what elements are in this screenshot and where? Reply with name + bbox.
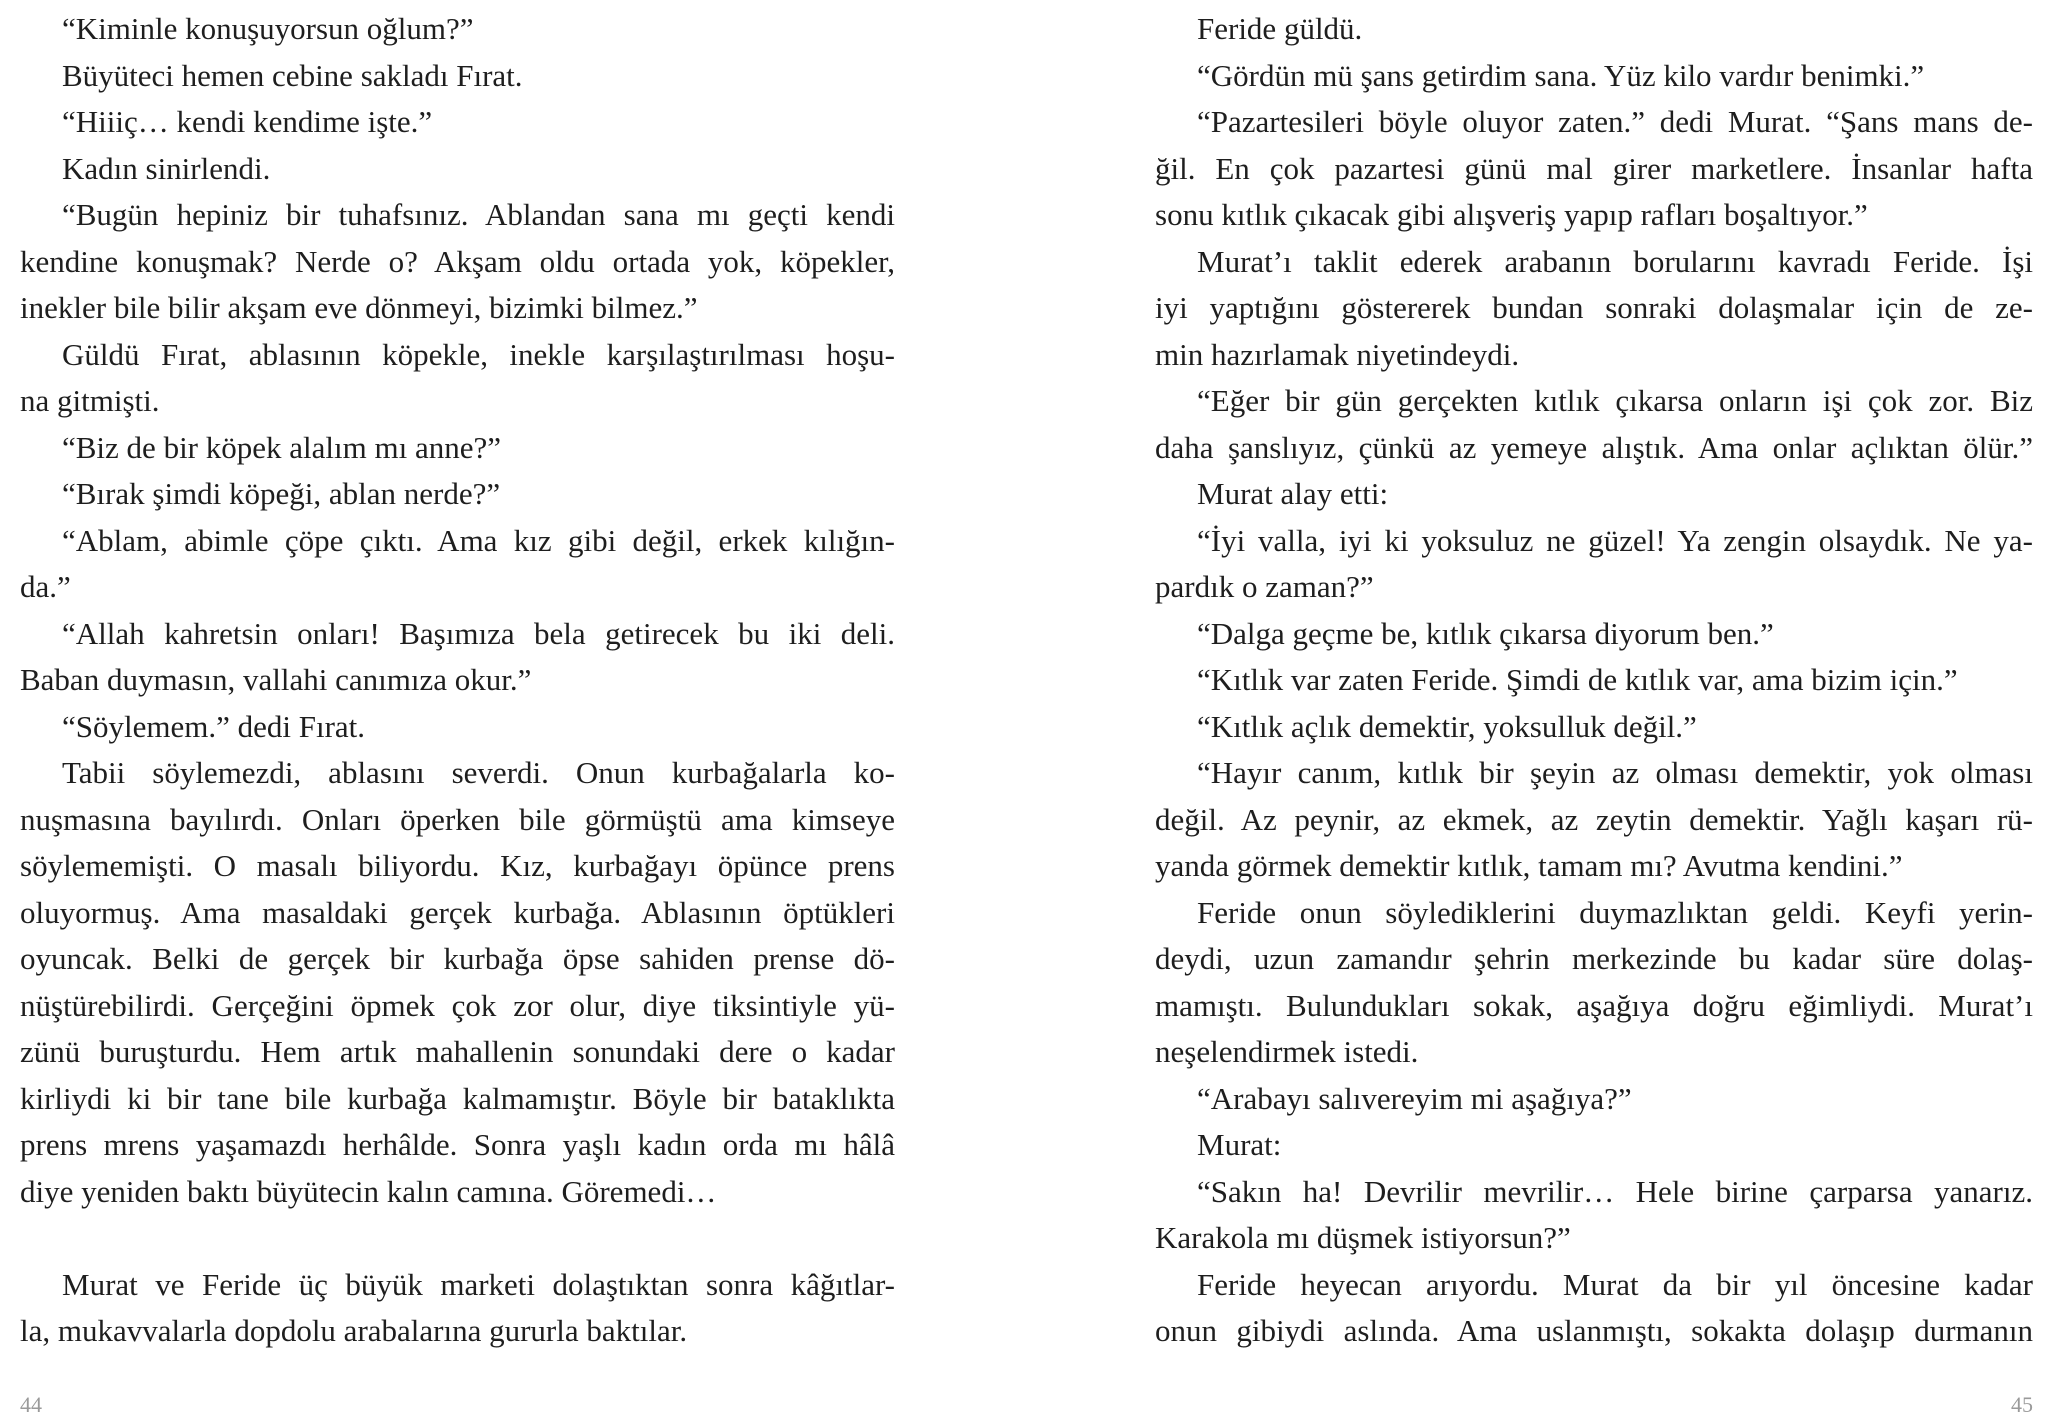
text-line: “Eğer bir gün gerçekten kıtlık çıkarsa onların işi çok zor. Biz xyxy=(1197,383,2033,418)
text-line: söylememişti. O masalı biliyordu. Kız, kurbağayı öpünce prens xyxy=(20,848,895,883)
text-line: kirliydi ki bir tane bile kurbağa kalmamıştır. Böyle bir bataklıkta xyxy=(20,1080,895,1116)
text-line: da.” xyxy=(20,569,71,604)
text-line: zünü buruşturdu. Hem artık mahallenin sonundaki dere o kadar xyxy=(20,1034,895,1069)
text-line: “Kıtlık açlık demektir, yoksulluk değil.” xyxy=(1197,708,1697,744)
text-line: na gitmişti. xyxy=(20,383,160,418)
page-number-right: 45 xyxy=(2011,1392,2033,1417)
right-page xyxy=(1155,0,2033,1417)
text-line: “Biz de bir köpek alalım mı anne?” xyxy=(62,429,501,465)
text-line: la, mukavvalarla dopdolu arabalarına gururla baktılar. xyxy=(20,1313,688,1348)
text-line: Karakola mı düşmek istiyorsun?” xyxy=(1155,1220,1571,1255)
text-line: Baban duymasın, vallahi canımıza okur.” xyxy=(20,662,532,697)
text-line: sonu kıtlık çıkacak gibi alışveriş yapıp rafları boşaltıyor.” xyxy=(1155,197,1868,232)
text-line: “Arabayı salıvereyim mi aşağıya?” xyxy=(1197,1080,1632,1116)
text-line: inekler bile bilir akşam eve dönmeyi, bizimki bilmez.” xyxy=(20,290,698,325)
text-line: Murat’ı taklit ederek arabanın borularını kavradı Feride. İşi xyxy=(1197,243,2033,279)
text-line: yanda görmek demektir kıtlık, tamam mı? Avutma kendini.” xyxy=(1155,848,1903,883)
text-line: Feride onun söylediklerini duymazlıktan geldi. Keyfi yerin- xyxy=(1197,894,2033,930)
text-line: Murat alay etti: xyxy=(1197,476,1389,511)
text-line: diye yeniden baktı büyütecin kalın camına. Göremedi… xyxy=(20,1173,717,1209)
text-line: deydi, uzun zamandır şehrin merkezinde bu kadar süre dolaş- xyxy=(1155,941,2033,976)
text-line: “İyi valla, iyi ki yoksuluz ne güzel! Ya zengin olsaydık. Ne ya- xyxy=(1197,522,2033,558)
text-line: oluyormuş. Ama masaldaki gerçek kurbağa. Ablasının öptükleri xyxy=(20,894,895,930)
text-line: “Söylemem.” dedi Fırat. xyxy=(62,708,366,744)
text-line: nüştürebilirdi. Gerçeğini öpmek çok zor olur, diye tiksintiyle yü- xyxy=(20,987,895,1023)
text-line: Tabii söylemezdi, ablasını severdi. Onun kurbağalarla ko- xyxy=(62,755,895,790)
text-line: kendine konuşmak? Nerde o? Akşam oldu ortada yok, köpekler, xyxy=(20,243,895,279)
text-line: Murat ve Feride üç büyük marketi dolaştıktan sonra kâğıtlar- xyxy=(62,1266,895,1302)
paragraph-break xyxy=(20,1215,895,1262)
text-line: Murat: xyxy=(1197,1127,1282,1162)
text-line: “Bugün hepiniz bir tuhafsınız. Ablandan sana mı geçti kendi xyxy=(62,197,895,232)
text-line: “Allah kahretsin onları! Başımıza bela getirecek bu iki deli. xyxy=(62,615,895,651)
left-page-text xyxy=(20,6,895,1355)
text-line: prens mrens yaşamazdı herhâlde. Sonra yaşlı kadın orda mı hâlâ xyxy=(20,1127,895,1162)
text-line: daha şanslıyız, çünkü az yemeye alıştık. Ama onlar açlıktan ölür.” xyxy=(1155,429,2033,465)
text-line: Büyüteci hemen cebine sakladı Fırat. xyxy=(62,57,523,93)
text-line: onun gibiydi aslında. Ama uslanmıştı, sokakta dolaşıp durmanın xyxy=(1155,1313,2033,1348)
text-line: “Gördün mü şans getirdim sana. Yüz kilo vardır benimki.” xyxy=(1197,57,1925,93)
left-page xyxy=(20,0,895,1417)
text-line: “Bırak şimdi köpeği, ablan nerde?” xyxy=(62,476,501,511)
text-line: değil. Az peynir, az ekmek, az zeytin demektir. Yağlı kaşarı rü- xyxy=(1155,801,2033,837)
text-line: iyi yaptığını göstererek bundan sonraki dolaşmalar için de ze- xyxy=(1155,290,2033,325)
text-line: Feride heyecan arıyordu. Murat da bir yıl öncesine kadar xyxy=(1197,1266,2033,1302)
right-page-text xyxy=(1155,6,2033,1355)
text-line: “Dalga geçme be, kıtlık çıkarsa diyorum ben.” xyxy=(1197,615,1774,651)
text-line: “Ablam, abimle çöpe çıktı. Ama kız gibi değil, erkek kılığın- xyxy=(62,522,895,558)
text-line: Kadın sinirlendi. xyxy=(62,150,271,186)
text-line: “Pazartesileri böyle oluyor zaten.” dedi Murat. “Şans mans de- xyxy=(1197,104,2033,139)
text-line: neşelendirmek istedi. xyxy=(1155,1034,1419,1069)
text-line: ğil. En çok pazartesi günü mal girer marketlere. İnsanlar hafta xyxy=(1155,150,2033,186)
text-line: mamıştı. Bulundukları sokak, aşağıya doğru eğimliydi. Murat’ı xyxy=(1155,987,2033,1023)
text-line: Feride güldü. xyxy=(1197,11,1363,46)
text-line: Güldü Fırat, ablasının köpekle, inekle karşılaştırılması hoşu- xyxy=(62,336,895,372)
text-line: “Kıtlık var zaten Feride. Şimdi de kıtlık var, ama bizim için.” xyxy=(1197,662,1958,697)
page-number-left: 44 xyxy=(20,1392,42,1417)
text-line: “Sakın ha! Devrilir mevrilir… Hele birine çarparsa yanarız. xyxy=(1197,1173,2033,1209)
text-line: min hazırlamak niyetindeydi. xyxy=(1155,336,1520,372)
book-spine xyxy=(1028,0,1029,1417)
text-line: “Hiiiç… kendi kendime işte.” xyxy=(62,104,433,139)
text-line: “Kiminle konuşuyorsun oğlum?” xyxy=(62,11,474,46)
text-line: nuşmasına bayılırdı. Onları öperken bile görmüştü ama kimseye xyxy=(20,801,895,837)
text-line: oyuncak. Belki de gerçek bir kurbağa öpse sahiden prense dö- xyxy=(20,941,895,976)
text-line: “Hayır canım, kıtlık bir şeyin az olması demektir, yok olması xyxy=(1197,755,2033,790)
text-line: pardık o zaman?” xyxy=(1155,569,1374,604)
